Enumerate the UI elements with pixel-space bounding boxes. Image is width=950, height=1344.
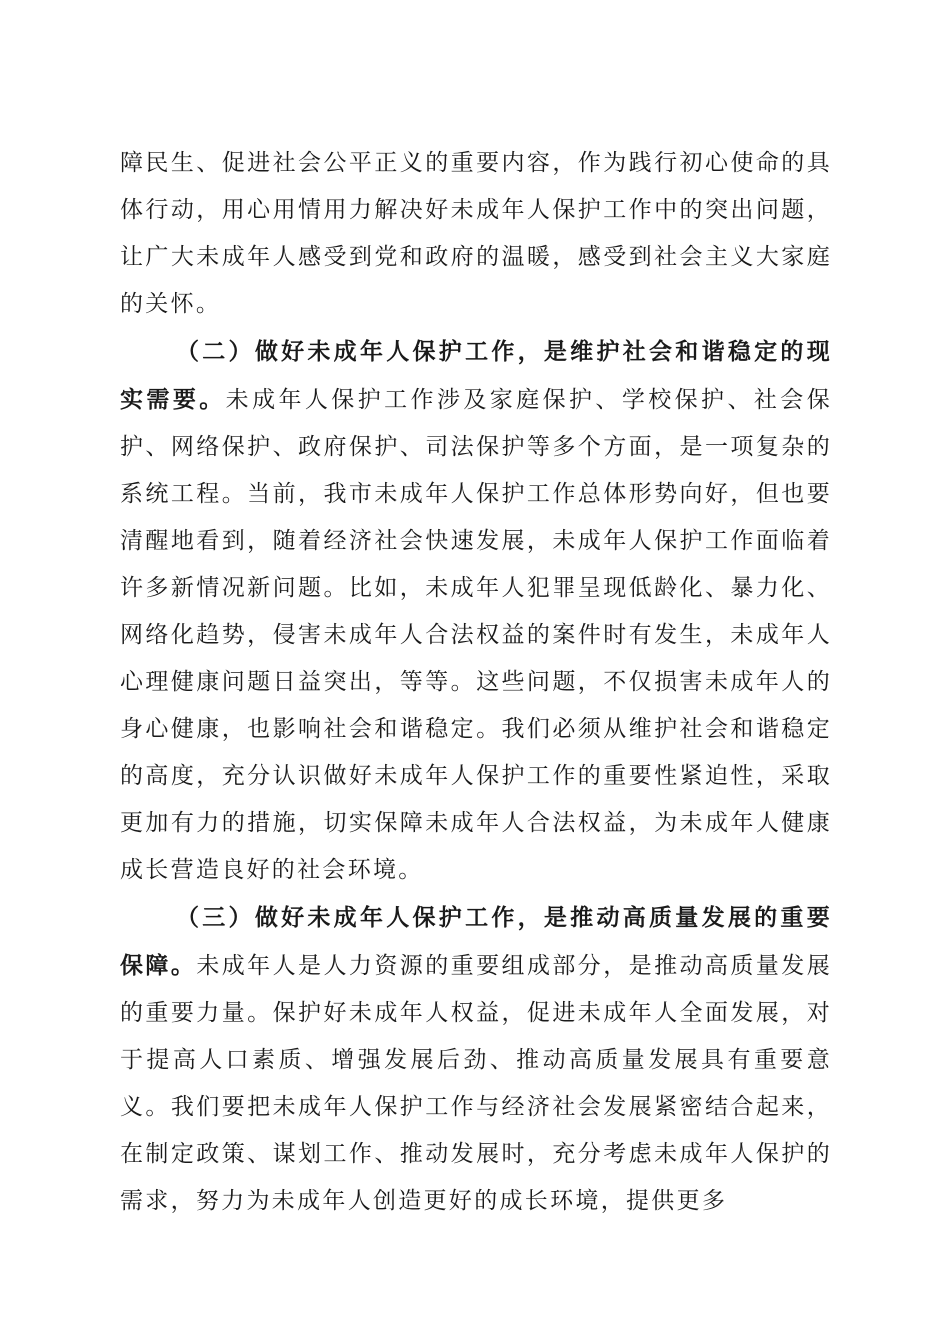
paragraph-3-text: 未成年人是人力资源的重要组成部分，是推动高质量发展的重要力量。保护好未成年人权益，促进未成年人全面发展，对于提高人口素质、增强发展后劲、推动高质量发展具有重要意义。我们要把未成年人保护工作与经济社会发展紧密结合起来，在制定政策、谋划工作、推动发展时，充分考虑未成年人保护的需求，努力为未成年人创造更好的成长环境，提供更多 [120,953,833,1214]
paragraph-2-heading: （二）做好未成年人保护工作，是维护社会和谐稳定的现实需要。 [120,338,832,413]
paragraph-3-heading: （三）做好未成年人保护工作，是推动高质量发展的重要保障。 [120,904,832,979]
paragraph-3 [120,894,832,1225]
paragraph-2-text: 未成年人保护工作涉及家庭保护、学校保护、社会保护、网络保护、政府保护、司法保护等多个方面，是一项复杂的系统工程。当前，我市未成年人保护工作总体形势向好，但也要清醒地看到，随着经济社会快速发展，未成年人保护工作面临着许多新情况新问题。比如，未成年人犯罪呈现低龄化、暴力化、网络化趋势，侵害未成年人合法权益的案件时有发生，未成年人心理健康问题日益突出，等等。这些问题，不仅损害未成年人的身心健康，也影响社会和谐稳定。我们必须从维护社会和谐稳定的高度，充分认识做好未成年人保护工作的重要性紧迫性，采取更加有力的措施，切实保障未成年人合法权益，为未成年人健康成长营造良好的社会环境。 [120,387,833,883]
paragraph-2 [120,328,832,894]
paragraph-1 [120,140,832,328]
paragraph-1-text: 障民生、促进社会公平正义的重要内容，作为践行初心使命的具体行动，用心用情用力解决好未成年人保护工作中的突出问题，让广大未成年人感受到党和政府的温暖，感受到社会主义大家庭的关怀。 [120,150,832,317]
document-body [120,140,832,1225]
